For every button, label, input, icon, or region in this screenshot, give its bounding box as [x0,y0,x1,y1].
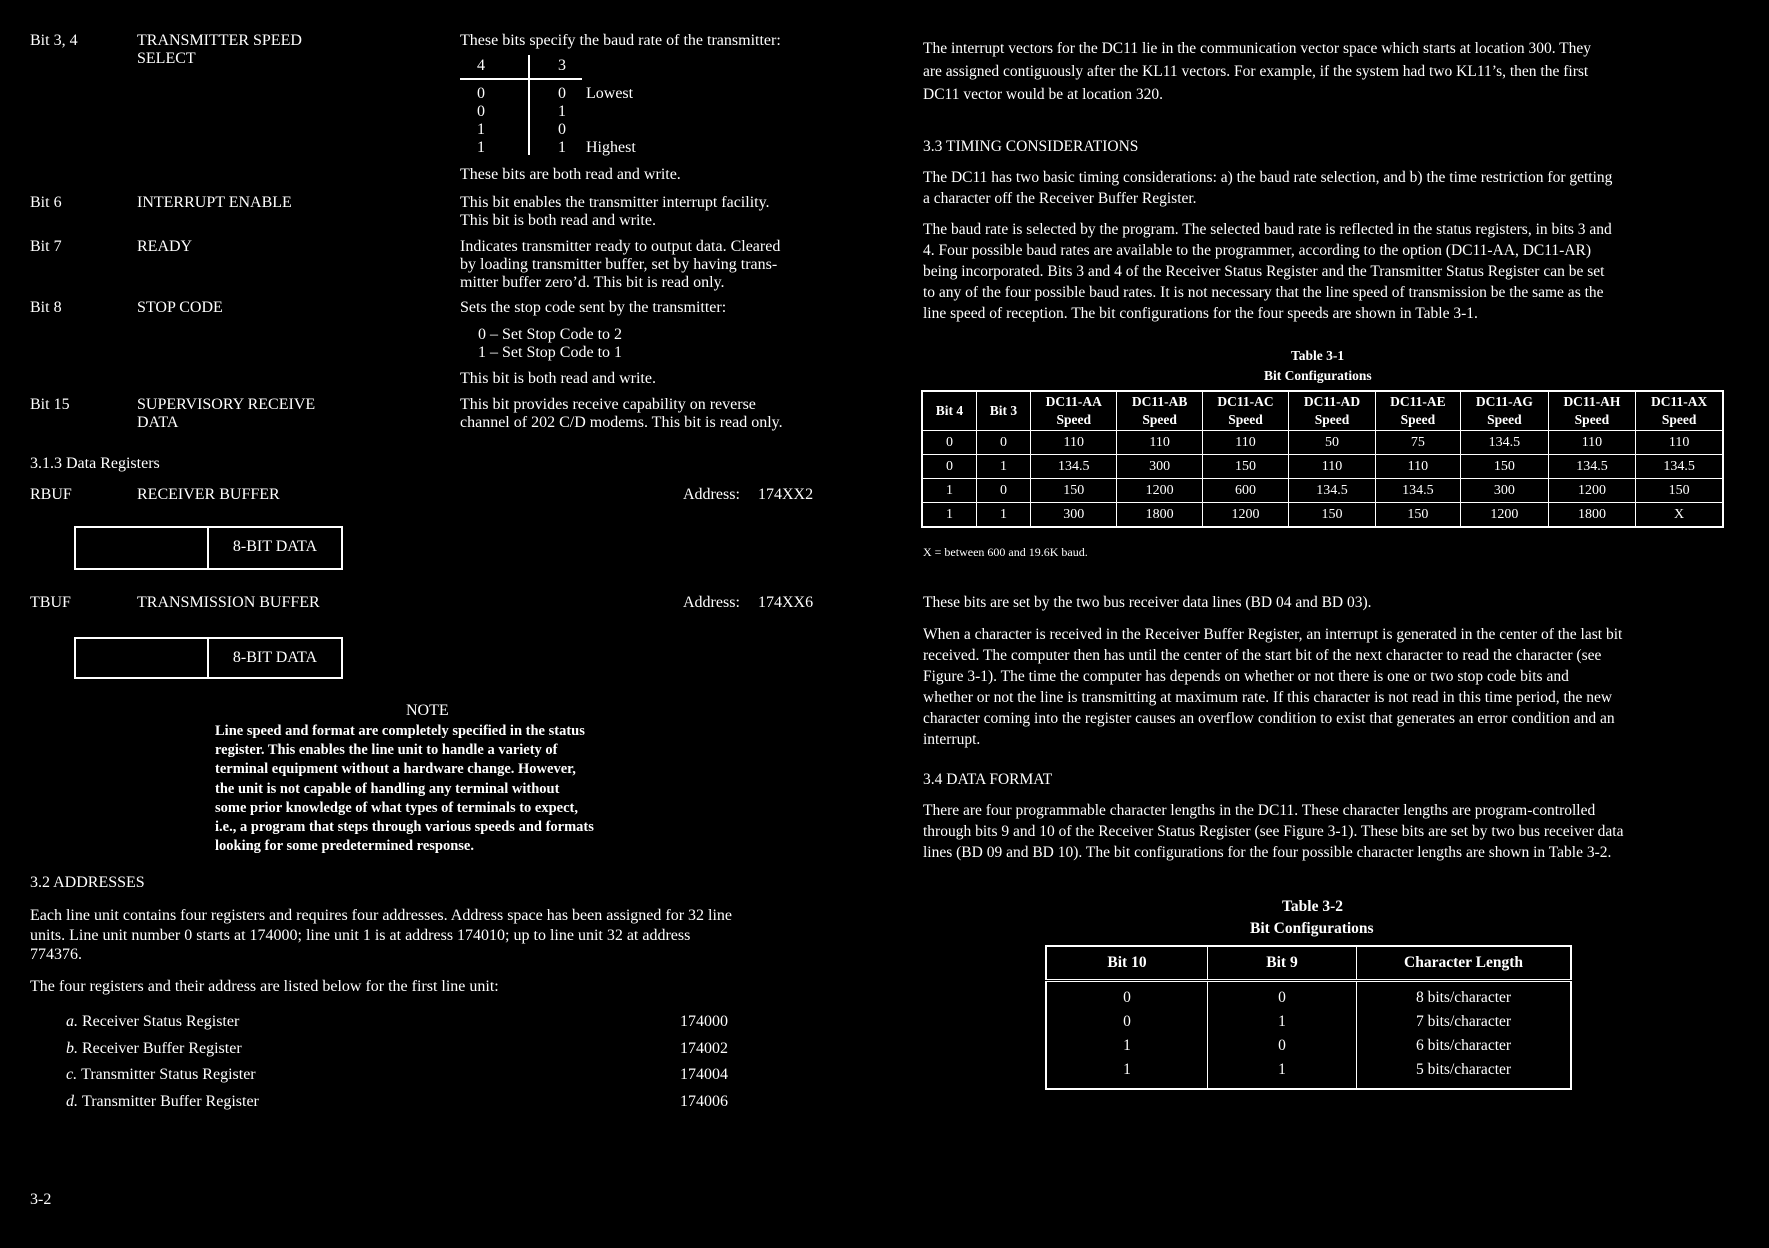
section-heading: 3.3 TIMING CONSIDERATIONS [923,138,1139,155]
speed-cell: 1 [477,139,485,156]
list-register-address: 174006 [680,1092,728,1110]
speed-header-bit4: 4 [477,57,485,74]
table-row [922,503,1723,528]
table-cell: 110 [1636,431,1723,455]
register-list-item [66,1062,259,1089]
speed-cell: 0 [558,121,566,138]
table-cell: 134.5 [1289,479,1375,503]
register-list [66,1009,259,1115]
table-header-cell: Bit 10 [1046,946,1208,981]
table-cell: 1 [1046,1058,1208,1089]
table-cell: 0 [1046,1010,1208,1034]
note-title: NOTE [406,702,449,719]
table-row [1046,981,1571,1011]
speed-cell: 0 [477,85,485,102]
header-text: Bit 3 [989,403,1018,418]
table-cell: 134.5 [1548,455,1636,479]
register-name: TRANSMISSION BUFFER [137,594,320,611]
stop-option: 1 – Set Stop Code to 1 [478,344,623,361]
speed-table-rule [460,78,582,80]
table-cell: 1 [1208,1058,1357,1089]
speed-cell: 1 [558,103,566,120]
bit-name-line: TRANSMITTER SPEED [137,32,302,49]
table-header-cell [1636,391,1723,431]
register-address-list [680,1009,728,1115]
table-header-cell [922,391,977,431]
table-cell: 6 bits/character [1357,1034,1572,1058]
paragraph-line: a character off the Receiver Buffer Register. [923,190,1197,207]
speed-cell: 1 [477,121,485,138]
bit-name-line: DATA [137,414,179,431]
page-number: 3-2 [30,1191,52,1208]
register-list-item [66,1089,259,1116]
list-register-name: Transmitter Buffer Register [82,1092,259,1110]
register-name: RECEIVER BUFFER [137,486,280,503]
bit-id: Bit 3, 4 [30,32,78,49]
list-register-address: 174002 [680,1039,728,1057]
note-body [215,722,645,856]
bus-note: These bits are set by the two bus receiver data lines (BD 04 and BD 03). [923,594,1372,611]
bit-id: Bit 7 [30,238,62,255]
tbuf-register-diagram [74,637,343,679]
paragraph-line: lines (BD 09 and BD 10). The bit configurations for the four possible character lengths are shown in Table 3-2. [923,844,1612,861]
header-text: Speed [1574,412,1610,427]
table-cell: 150 [1375,503,1460,528]
paragraph-line: Figure 3-1). The time the computer has depends on whether or not there is one or two stop code bits and [923,668,1569,685]
list-register-address: 174004 [680,1066,728,1083]
data-format-paragraph [923,800,1623,863]
bit-desc-line: mitter buffer zero’d. This bit is read only. [460,274,725,291]
table-cell: 150 [1289,503,1375,528]
paragraph-line: The interrupt vectors for the DC11 lie in the communication vector space which starts at location 300. They [923,40,1592,57]
paragraph-line: DC11 vector would be at location 320. [923,86,1164,103]
paragraph-line: Each line unit contains four registers and requires four addresses. Address space has been assigned for 32 line [30,907,733,924]
table-caption: Table 3-1 [1291,348,1345,363]
table-header-cell [1031,391,1117,431]
table-header-cell [1289,391,1375,431]
table-header-cell [977,391,1031,431]
table-cell: X [1636,503,1723,528]
bit-id: Bit 6 [30,194,62,211]
section-heading: 3.1.3 Data Registers [30,455,160,472]
speed-label: Lowest [586,85,634,102]
table-header-row [1046,946,1571,981]
interrupt-vectors-paragraph [923,37,1591,106]
table-row [922,431,1723,455]
note-line: looking for some predetermined response. [215,838,474,855]
note-line: i.e., a program that steps through various speeds and formats [215,819,594,836]
table-cell: 0 [922,455,977,479]
table-footnote: X = between 600 and 19.6K baud. [923,545,1088,559]
table-cell: 134.5 [1375,479,1460,503]
header-text: DC11-AH [1563,394,1621,409]
table-cell: 1200 [1548,479,1636,503]
bit-desc: Sets the stop code sent by the transmitter: [460,299,727,316]
header-text: Speed [1661,412,1697,427]
table-cell: 110 [1375,455,1460,479]
bit-desc-line: by loading transmitter buffer, set by having trans- [460,256,778,273]
speed-note: These bits are both read and write. [460,166,681,183]
table-cell: 1 [977,503,1031,528]
section-heading: 3.2 ADDRESSES [30,874,145,891]
paragraph-line: There are four programmable character lengths in the DC11. These character lengths are program-controlled [923,802,1596,819]
header-text: DC11-AG [1475,394,1533,409]
table-3-1 [921,390,1724,528]
table-cell: 0 [1208,981,1357,1011]
table-cell: 1 [922,503,977,528]
table-cell: 150 [1202,455,1288,479]
table-cell: 0 [977,431,1031,455]
table-cell: 1 [1208,1010,1357,1034]
paragraph-line: The DC11 has two basic timing considerations: a) the baud rate selection, and b) the time restriction for getting [923,169,1613,186]
bit-desc-line: This bit provides receive capability on reverse [460,396,756,413]
paragraph-line: being incorporated. Bits 3 and 4 of the Receiver Status Register and the Transmitter Status Register can be set [923,263,1605,280]
table-cell: 1 [1046,1034,1208,1058]
note-line: terminal equipment without a hardware change. However, [215,761,576,778]
table-row [1046,1010,1571,1034]
table-cell: 1 [922,479,977,503]
paragraph-line: The baud rate is selected by the program. The selected baud rate is reflected in the status registers, in bits 3 and [923,221,1612,238]
header-text: Speed [1400,412,1436,427]
table-header-cell [1548,391,1636,431]
list-letter: b. [66,1039,78,1057]
table-header-row [922,391,1723,431]
table-cell: 1800 [1548,503,1636,528]
table-cell: 150 [1636,479,1723,503]
header-text: DC11-AA [1045,394,1102,409]
header-text: Speed [1487,412,1522,427]
note-line: the unit is not capable of handling any terminal without [215,780,560,797]
paragraph-line: 4. Four possible baud rates are available to the programmer, according to the option (DC11-AA, DC11-AR) [923,242,1592,259]
list-register-name: Transmitter Status Register [81,1066,256,1083]
bit-desc [460,396,783,432]
table-cell: 150 [1031,479,1117,503]
header-text: Speed [1142,412,1177,427]
paragraph-line: received. The computer then has until the center of the start bit of the next character to read the character (see [923,647,1602,664]
bit-id: Bit 8 [30,299,62,316]
table-3-2 [1045,945,1572,1090]
register-address: 174XX6 [758,594,814,611]
bit-desc-line: This bit enables the transmitter interrupt facility. [460,194,770,211]
table-cell: 300 [1117,455,1202,479]
paragraph-line: whether or not the line is transmitting at maximum rate. If this character is not read in this time period, the new [923,689,1613,706]
paragraph-line: When a character is received in the Receiver Buffer Register, an interrupt is generated in the center of the last bit [923,626,1623,643]
speed-select-table [460,55,660,155]
table-cell: 110 [1202,431,1288,455]
register-id: TBUF [30,594,71,611]
speed-cell: 1 [558,139,566,156]
paragraph-line: to any of the four possible baud rates. It is not necessary that the line speed of transmission be the same as the [923,284,1604,301]
list-letter: c. [66,1066,78,1083]
table-header-cell [1375,391,1460,431]
stop-note: This bit is both read and write. [460,370,656,387]
bit-name-line: SELECT [137,50,196,67]
bit-name [137,32,302,68]
address-label: Address: [683,594,740,611]
addresses-paragraph [30,906,732,965]
table-cell: 300 [1031,503,1117,528]
bit-name: READY [137,238,193,255]
paragraph-line: through bits 9 and 10 of the Receiver Status Register (see Figure 3-1). These bits are set by two bus receiver data [923,823,1624,840]
bit-desc: These bits specify the baud rate of the transmitter: [460,32,781,49]
register-list-item [66,1036,259,1063]
table-cell: 0 [1046,981,1208,1011]
note-line: register. This enables the line unit to handle a variety of [215,742,558,759]
register-data-cell: 8-BIT DATA [232,649,318,666]
bit-name: INTERRUPT ENABLE [137,194,292,211]
bit-name-line: SUPERVISORY RECEIVE [137,396,316,413]
header-text: DC11-AB [1131,394,1188,409]
note-line: Line speed and format are completely specified in the status [215,723,585,739]
header-text: DC11-AD [1303,394,1361,409]
table-cell: 110 [1548,431,1636,455]
stop-options [478,326,622,362]
header-text: Speed [1314,412,1350,427]
address-label: Address: [683,486,740,503]
table-cell: 1200 [1117,479,1202,503]
table-cell: 150 [1461,455,1549,479]
table-cell: 110 [1031,431,1117,455]
speed-header-bit3: 3 [558,57,566,74]
addresses-list-intro: The four registers and their address are listed below for the first line unit: [30,978,499,995]
table-row [1046,1058,1571,1089]
table-header-cell [1117,391,1202,431]
table-cell: 134.5 [1636,455,1723,479]
table-cell: 0 [977,479,1031,503]
speed-cell: 0 [477,103,485,120]
timing-paragraph-1 [923,167,1612,209]
table-cell: 110 [1117,431,1202,455]
table-cell: 1200 [1202,503,1288,528]
table-caption: Bit Configurations [1264,368,1372,383]
register-list-item [66,1009,259,1036]
bit-name [137,396,315,432]
table-row [922,455,1723,479]
bit-desc-line: This bit is both read and write. [460,212,656,229]
header-text: DC11-AE [1390,394,1446,409]
list-register-name: Receiver Buffer Register [82,1039,242,1057]
paragraph-line: are assigned contiguously after the KL11 vectors. For example, if the system had two KL11’s, then the first [923,63,1589,80]
table-cell: 134.5 [1461,431,1549,455]
table-cell: 300 [1461,479,1549,503]
list-register-address: 174000 [680,1013,728,1030]
table-cell: 134.5 [1031,455,1117,479]
table-caption: Bit Configurations [1250,920,1374,937]
list-letter: d. [66,1092,78,1110]
note-line: some prior knowledge of what types of terminals to expect, [215,799,578,816]
bit-desc [460,194,770,230]
stop-option: 0 – Set Stop Code to 2 [478,326,623,343]
table-header-cell [1202,391,1288,431]
speed-cell: 0 [558,85,566,102]
bit-desc [460,238,780,292]
paragraph-line: units. Line unit number 0 starts at 174000; line unit 1 is at address 174010; up to line unit 32 at address [30,926,691,944]
timing-paragraph-2 [923,219,1612,324]
paragraph-line: character coming into the register causes an overflow condition to exist that generates an error condition and an [923,710,1615,727]
header-text: Bit 4 [935,403,964,418]
table-cell: 0 [922,431,977,455]
register-unused-cell [76,639,209,677]
register-address: 174XX2 [758,486,814,503]
header-text: DC11-AX [1650,394,1708,409]
header-text: DC11-AC [1217,394,1274,409]
table-cell: 110 [1289,455,1375,479]
speed-label: Highest [586,139,636,156]
table-header-cell: Character Length [1357,946,1572,981]
bit-desc-line: channel of 202 C/D modems. This bit is read only. [460,414,783,431]
speed-table-divider [528,55,530,155]
bit-id: Bit 15 [30,396,70,413]
register-id: RBUF [30,486,72,503]
table-cell: 5 bits/character [1357,1058,1572,1089]
bit-desc-line: Indicates transmitter ready to output data. Cleared [460,238,781,255]
table-row [1046,1034,1571,1058]
paragraph-line: line speed of reception. The bit configurations for the four speeds are shown in Table 3-1. [923,305,1478,322]
header-text: Speed [1228,412,1263,427]
rbuf-register-diagram [74,526,343,570]
list-letter: a. [66,1013,78,1030]
section-heading: 3.4 DATA FORMAT [923,771,1053,788]
list-register-name: Receiver Status Register [82,1013,240,1030]
paragraph-line: 774376. [30,946,82,963]
header-text: Speed [1056,412,1091,427]
table-cell: 7 bits/character [1357,1010,1572,1034]
table-header-cell: Bit 9 [1208,946,1357,981]
table-header-cell [1461,391,1549,431]
table-cell: 600 [1202,479,1288,503]
table-cell: 75 [1375,431,1460,455]
table-cell: 1 [977,455,1031,479]
receive-paragraph [923,624,1622,750]
table-cell: 8 bits/character [1357,981,1572,1011]
table-row [922,479,1723,503]
table-cell: 1200 [1461,503,1549,528]
table-caption: Table 3-2 [1282,898,1344,915]
register-data-cell: 8-BIT DATA [232,538,318,555]
paragraph-line: interrupt. [923,731,981,748]
table-cell: 0 [1208,1034,1357,1058]
table-cell: 1800 [1117,503,1202,528]
bit-name: STOP CODE [137,299,223,316]
table-cell: 50 [1289,431,1375,455]
register-unused-cell [76,528,209,568]
